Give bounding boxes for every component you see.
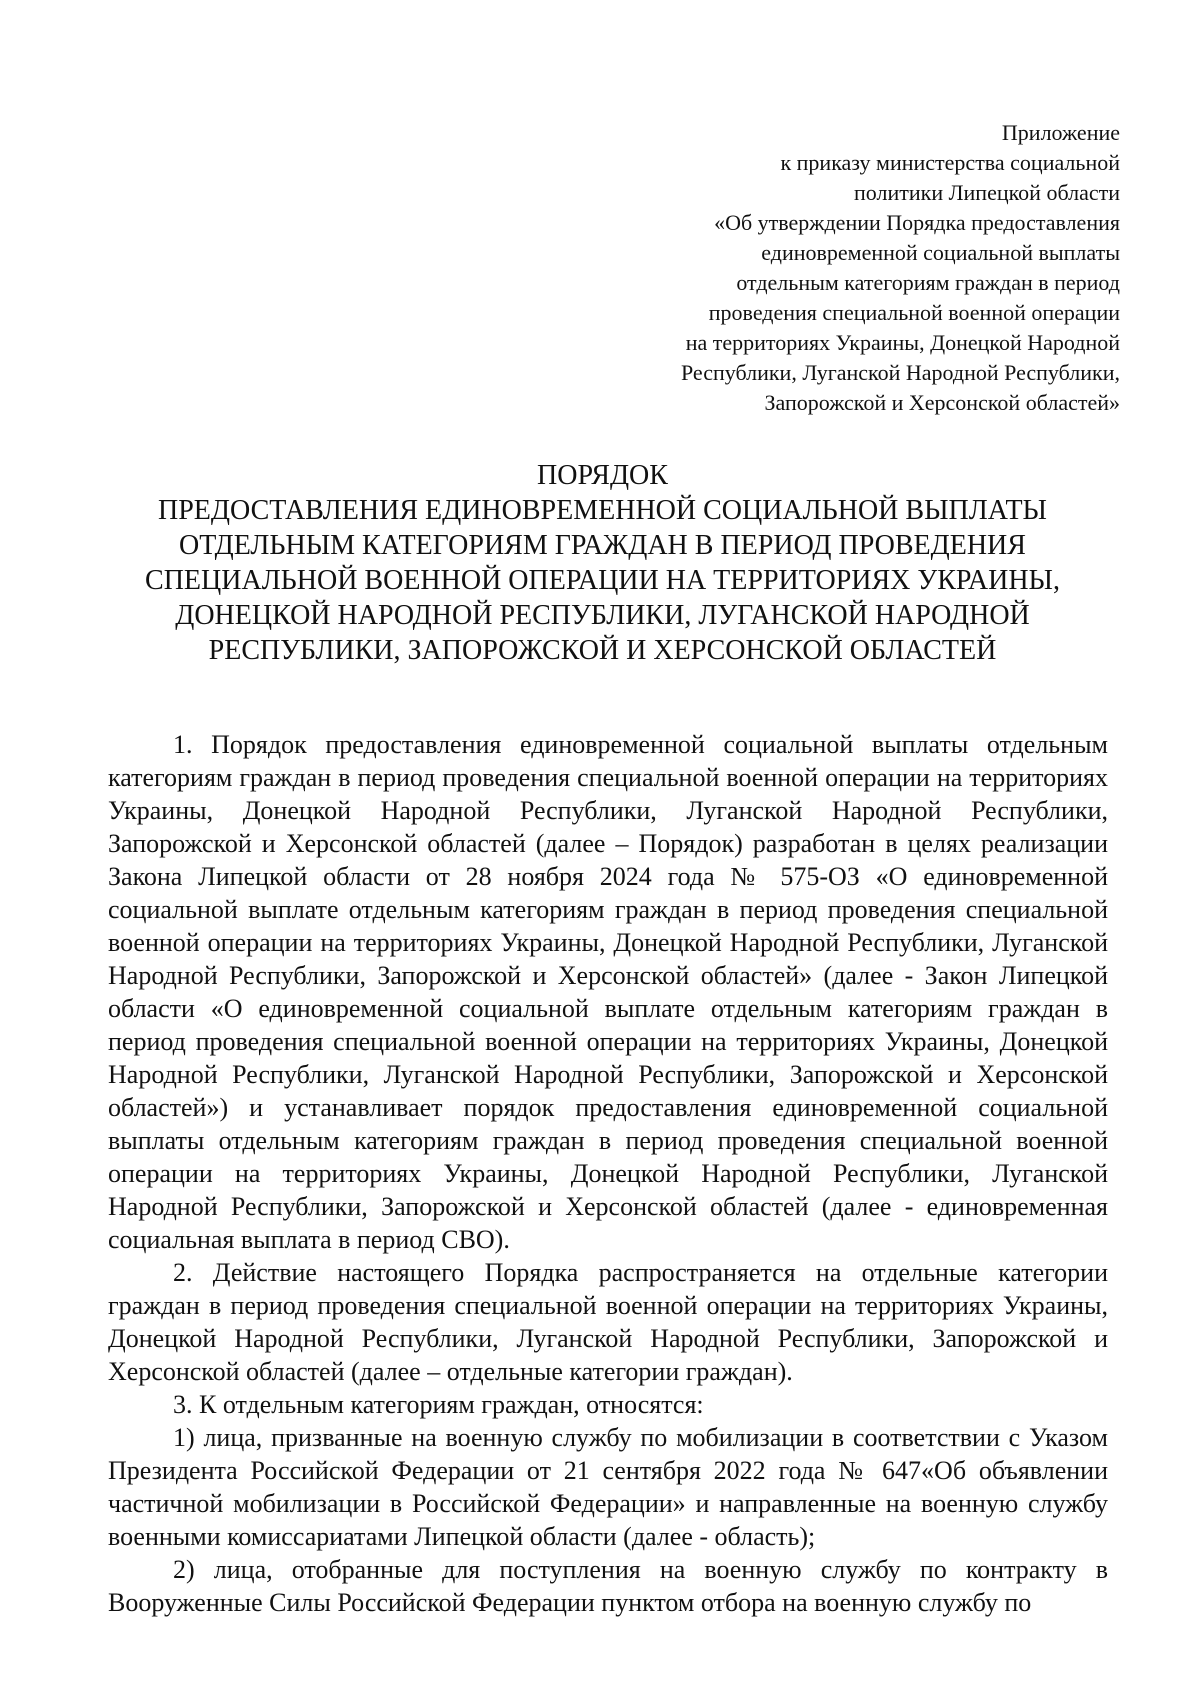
- document-body: [108, 728, 1108, 1619]
- paragraph-3-item-1: 1) лица, призванные на военную службу по мобилизации в соответствии с Указом Президента Российской Федерации от 21 сентября 2022 года № 647«Об объявлении частичной мобилизации в Российской Федерации» и направленные на военную службу военными комиссариатами Липецкой области (далее - область);: [108, 1423, 1108, 1551]
- appendix-line: «Об утверждении Порядка предоставления: [714, 210, 1120, 235]
- paragraph-3-item-2: 2) лица, отобранные для поступления на военную службу по контракту в Вооруженные Силы Российской Федерации пунктом отбора на военную службу по: [108, 1555, 1108, 1617]
- document-title: [95, 458, 1110, 668]
- appendix-line: политики Липецкой области: [854, 180, 1120, 205]
- appendix-line: отдельным категориям граждан в период: [736, 270, 1120, 295]
- title-line: ПОРЯДОК: [537, 460, 668, 491]
- appendix-line: Республики, Луганской Народной Республики,: [680, 360, 1120, 385]
- title-line: ОТДЕЛЬНЫМ КАТЕГОРИЯМ ГРАЖДАН В ПЕРИОД ПРОВЕДЕНИЯ: [179, 530, 1026, 561]
- appendix-line: Запорожской и Херсонской областей»: [764, 390, 1120, 415]
- paragraph-3: 3. К отдельным категориям граждан, относятся:: [173, 1390, 704, 1419]
- appendix-line: к приказу министерства социальной: [780, 150, 1120, 175]
- appendix-line: на территориях Украины, Донецкой Народной: [685, 330, 1120, 355]
- appendix-line: единовременной социальной выплаты: [761, 240, 1120, 265]
- appendix-header: [500, 118, 1120, 418]
- appendix-line: Приложение: [1001, 120, 1120, 145]
- appendix-line: проведения специальной военной операции: [708, 300, 1120, 325]
- title-line: ДОНЕЦКОЙ НАРОДНОЙ РЕСПУБЛИКИ, ЛУГАНСКОЙ НАРОДНОЙ: [175, 600, 1030, 631]
- paragraph-1: 1. Порядок предоставления единовременной социальной выплаты отдельным категориям граждан в период проведения специальной военной операции на территориях Украины, Донецкой Народной Республики, Луганской Народной Республики, Запорожской и Херсонской областей (далее – Порядок) разработан в целях реализации Закона Липецкой области от 28 ноября 2024 года № 575-ОЗ «О единовременной социальной выплате отдельным категориям граждан в период проведения специальной военной операции на территориях Украины, Донецкой Народной Республики, Луганской Народной Республики, Запорожской и Херсонской областей» (далее - Закон Липецкой области «О единовременной социальной выплате отдельным категориям граждан в период проведения специальной военной операции на территориях Украины, Донецкой Народной Республики, Луганской Народной Республики, Запорожской и Херсонской областей») и устанавливает порядок предоставления единовременной социальной выплаты отдельным категориям граждан в период проведения специальной военной операции на территориях Украины, Донецкой Народной Республики, Луганской Народной Республики, Запорожской и Херсонской областей (далее - единовременная социальная выплата в период СВО).: [108, 730, 1108, 1254]
- title-line: СПЕЦИАЛЬНОЙ ВОЕННОЙ ОПЕРАЦИИ НА ТЕРРИТОРИЯХ УКРАИНЫ,: [145, 565, 1060, 596]
- title-line: ПРЕДОСТАВЛЕНИЯ ЕДИНОВРЕМЕННОЙ СОЦИАЛЬНОЙ ВЫПЛАТЫ: [158, 495, 1047, 526]
- paragraph-2: 2. Действие настоящего Порядка распространяется на отдельные категории граждан в период проведения специальной военной операции на территориях Украины, Донецкой Народной Республики, Луганской Народной Республики, Запорожской и Херсонской областей (далее – отдельные категории граждан).: [108, 1258, 1108, 1386]
- title-line: РЕСПУБЛИКИ, ЗАПОРОЖСКОЙ И ХЕРСОНСКОЙ ОБЛАСТЕЙ: [208, 635, 997, 666]
